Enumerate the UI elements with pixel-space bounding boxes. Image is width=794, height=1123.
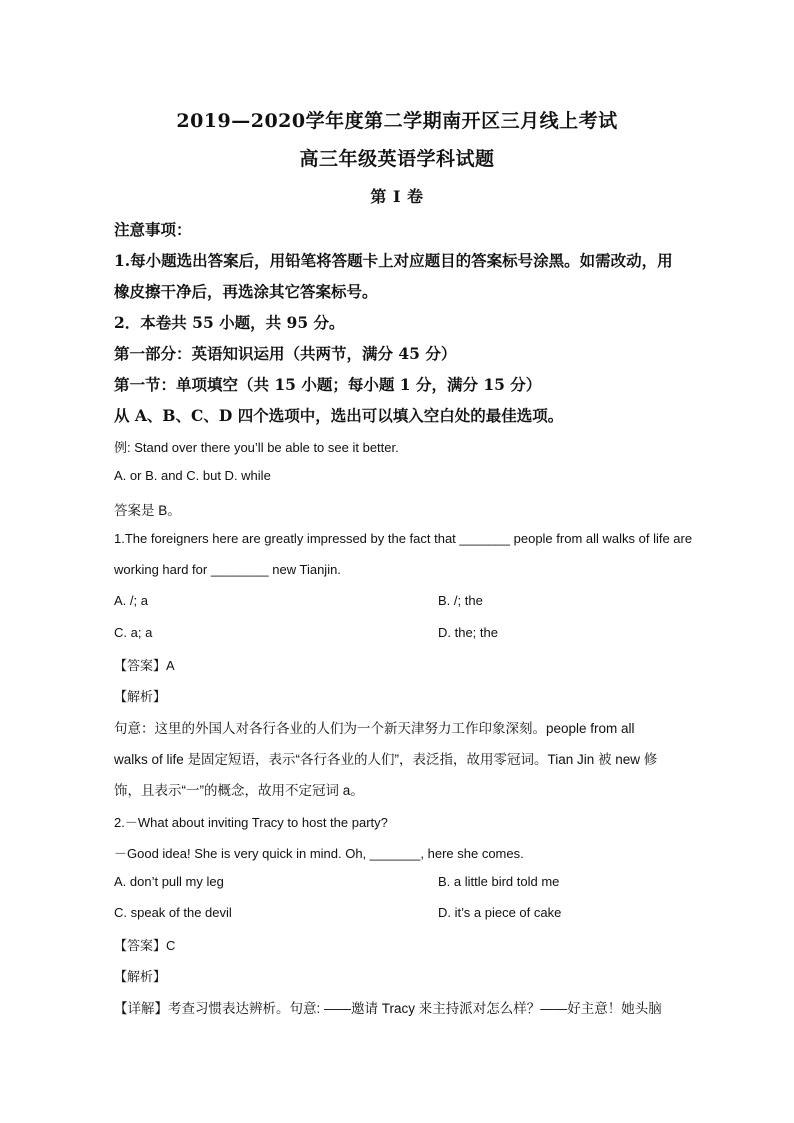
notes-heading: 注意事项： bbox=[114, 220, 192, 239]
notes-item-2: 2．本卷共 55 小题，共 95 分。 bbox=[114, 313, 345, 332]
q2-detail-line-1: 【详解】考查习惯表达辨析。句意: ——邀请 Tracy 来主持派对怎么样？——好主意！她头脑 bbox=[114, 1001, 662, 1016]
q2-option-b: B. a little bird told me bbox=[438, 874, 560, 889]
subsection-heading: 第一节：单项填空（共 15 小题；每小题 1 分，满分 15 分） bbox=[114, 375, 542, 394]
volume-label: 第 I 卷 bbox=[370, 187, 424, 206]
exam-subtitle: 高三年级英语学科试题 bbox=[299, 148, 495, 170]
q2-stem-line-2: －Good idea! She is very quick in mind. Oh, _______, here she comes. bbox=[114, 846, 524, 861]
part-heading: 第一部分：英语知识运用（共两节，满分 45 分） bbox=[114, 344, 457, 363]
notes-item-1-line-2: 橡皮擦干净后，再选涂其它答案标号。 bbox=[114, 282, 378, 301]
q2-analysis-tag: 【解析】 bbox=[114, 969, 167, 984]
q1-stem-line-2: working hard for ________ new Tianjin. bbox=[114, 562, 341, 577]
q1-analysis-line-3: 饰，且表示“一”的概念，故用不定冠词 a。 bbox=[114, 783, 364, 798]
example-stem: 例: Stand over there you’ll be able to see it better. bbox=[114, 440, 399, 455]
q1-analysis-line-2: walks of life 是固定短语，表示“各行各业的人们”，表泛指，故用零冠词。Tian Jin 被 new 修 bbox=[114, 752, 658, 767]
example-answer: 答案是 B。 bbox=[114, 503, 181, 518]
q1-analysis-line-1: 句意：这里的外国人对各行各业的人们为一个新天津努力工作印象深刻。people from all bbox=[114, 721, 635, 736]
q1-option-d: D. the; the bbox=[438, 625, 498, 640]
example-options: A. or B. and C. but D. while bbox=[114, 468, 271, 483]
q2-option-c: C. speak of the devil bbox=[114, 905, 232, 920]
q1-answer: 【答案】A bbox=[114, 658, 175, 673]
q1-option-b: B. /; the bbox=[438, 593, 483, 608]
q1-option-c: C. a; a bbox=[114, 625, 153, 640]
notes-item-1-line-1: 1.每小题选出答案后，用铅笔将答题卡上对应题目的答案标号涂黑。如需改动，用 bbox=[114, 251, 673, 270]
q2-option-a: A. don’t pull my leg bbox=[114, 874, 224, 889]
instruction-text: 从 A、B、C、D 四个选项中，选出可以填入空白处的最佳选项。 bbox=[114, 406, 564, 425]
q2-option-d: D. it’s a piece of cake bbox=[438, 905, 562, 920]
q2-stem-line-1: 2.－What about inviting Tracy to host the party? bbox=[114, 815, 388, 830]
exam-title: 2019—2020学年度第二学期南开区三月线上考试 bbox=[176, 110, 618, 132]
q1-option-a: A. /; a bbox=[114, 593, 148, 608]
q1-analysis-tag: 【解析】 bbox=[114, 689, 167, 704]
q1-stem-line-1: 1.The foreigners here are greatly impressed by the fact that _______ people from all walks of life are bbox=[114, 531, 693, 546]
q2-answer: 【答案】C bbox=[114, 938, 176, 953]
